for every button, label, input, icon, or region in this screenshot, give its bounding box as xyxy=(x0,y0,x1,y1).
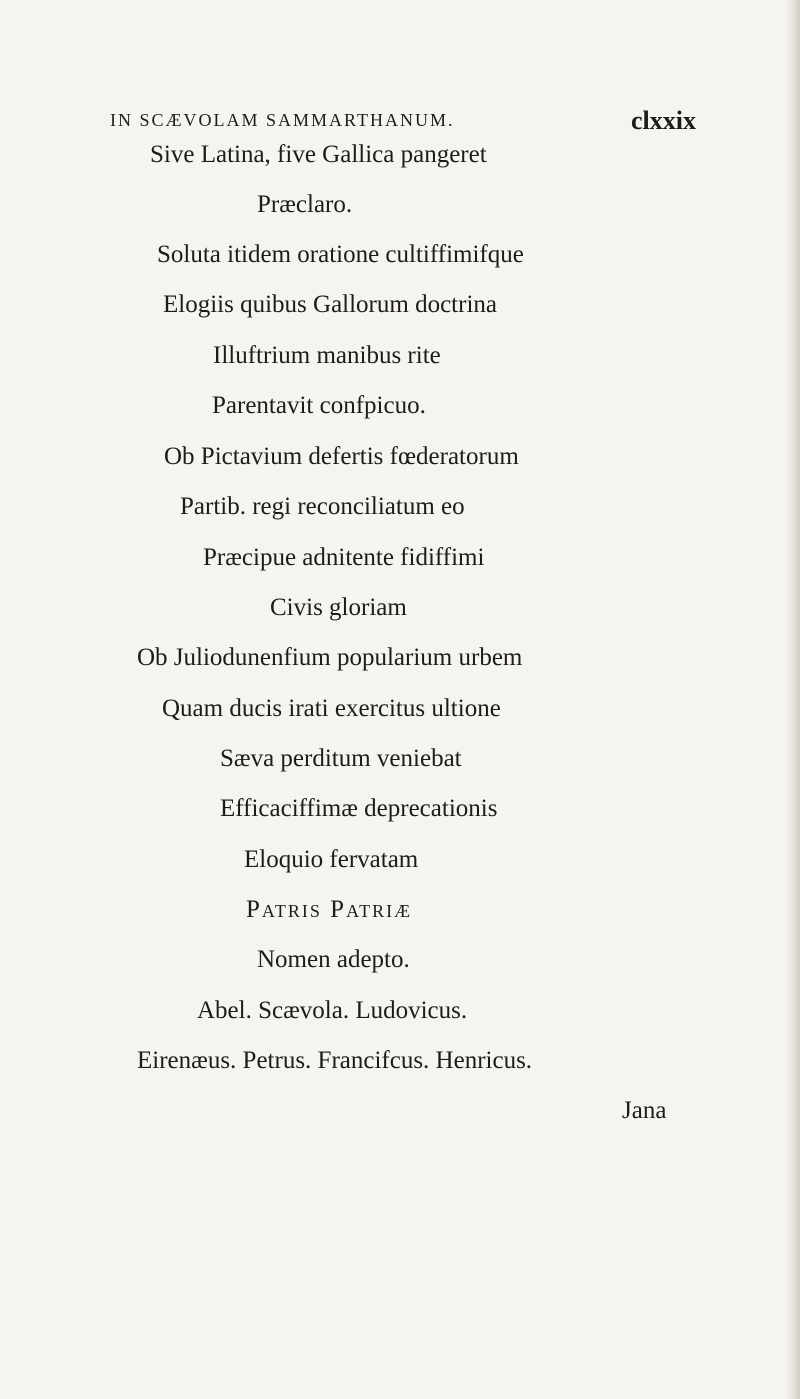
text-line: Patris Patriæ xyxy=(246,896,413,923)
text-line: Eirenæus. Petrus. Francifcus. Henricus. xyxy=(137,1047,533,1074)
folio-number: clxxix xyxy=(631,106,696,135)
text-line: Efficaciffimæ deprecationis xyxy=(220,795,498,822)
catchword: Jana xyxy=(622,1097,667,1124)
text-line: Præcipue adnitente fidiffimi xyxy=(203,544,485,571)
text-line: Ob Juliodunenfium popularium urbem xyxy=(137,644,523,671)
text-line: Partib. regi reconciliatum eo xyxy=(180,493,465,520)
text-line: Sive Latina, five Gallica pangeret xyxy=(150,141,487,168)
text-line: Ob Pictavium defertis fœderatorum xyxy=(164,443,519,470)
text-line: Eloquio fervatam xyxy=(244,846,419,873)
text-line: Quam ducis irati exercitus ultione xyxy=(162,695,501,722)
text-line: Soluta itidem oratione cultiffimifque xyxy=(157,241,524,268)
text-line: Sæva perditum veniebat xyxy=(220,745,462,772)
running-title: IN SCÆVOLAM SAMMARTHANUM. xyxy=(110,110,455,130)
text-line: Præclaro. xyxy=(257,191,353,218)
text-line: Illuftrium manibus rite xyxy=(213,342,441,369)
page-edge-shadow xyxy=(786,0,800,1399)
running-head xyxy=(110,106,696,140)
text-line: Nomen adepto. xyxy=(257,946,410,973)
text-line: Abel. Scævola. Ludovicus. xyxy=(197,997,468,1024)
text-line: Parentavit confpicuo. xyxy=(212,392,426,419)
text-line: Elogiis quibus Gallorum doctrina xyxy=(163,291,497,318)
text-line: Civis gloriam xyxy=(270,594,407,621)
